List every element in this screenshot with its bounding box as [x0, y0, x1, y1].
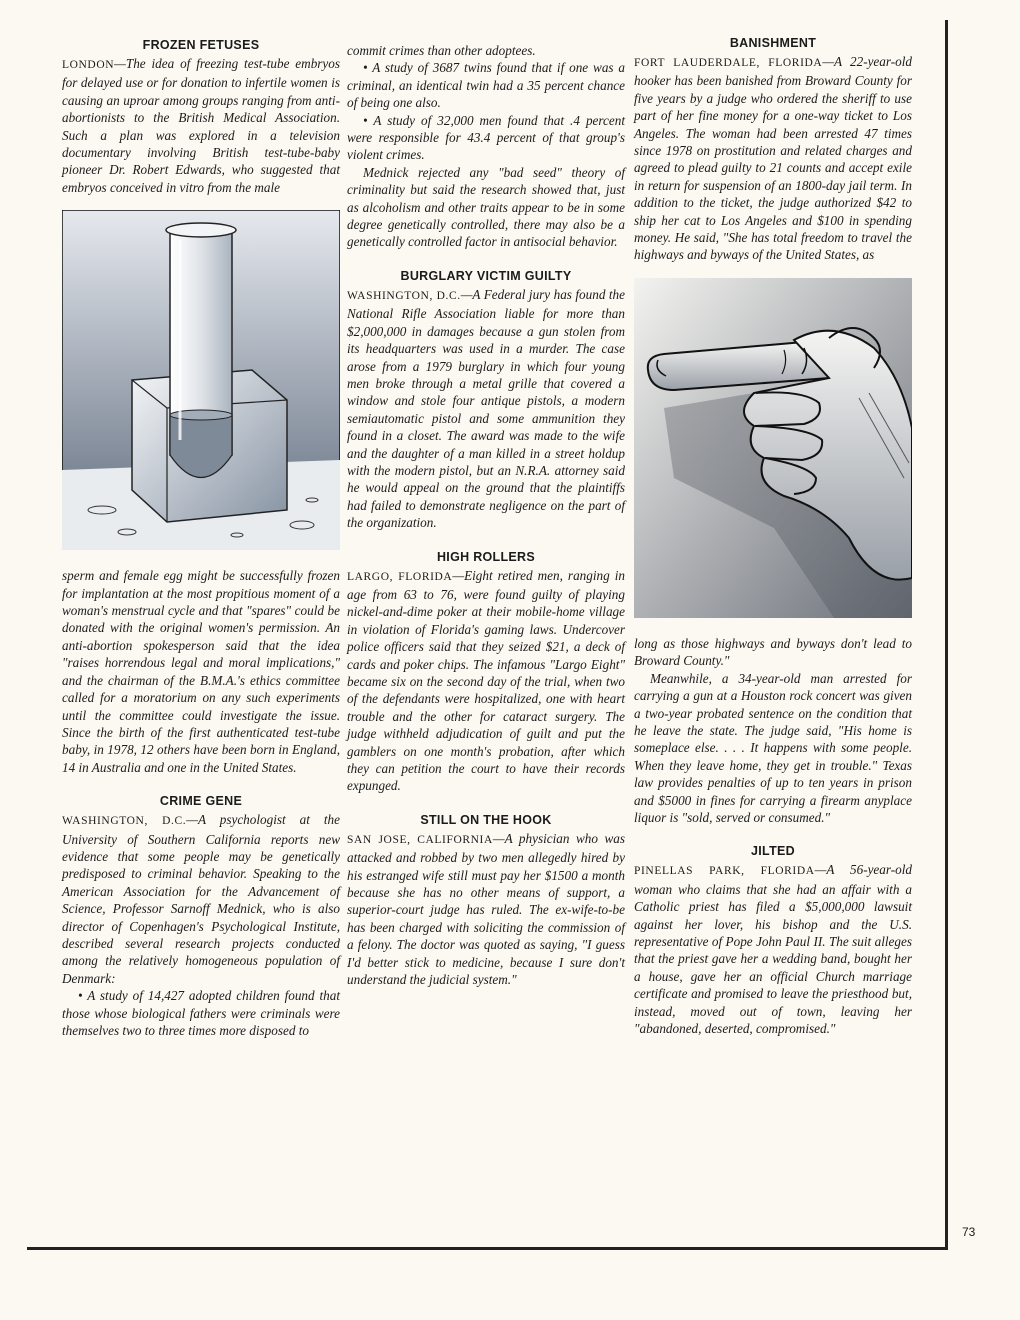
headline-high-rollers: HIGH ROLLERS	[436, 549, 536, 564]
dateline: LARGO, FLORIDA	[347, 570, 453, 583]
headline-burglary-victim-guilty: BURGLARY VICTIM GUILTY	[400, 268, 572, 283]
column-2	[347, 42, 625, 989]
article-crime-gene-p1: WASHINGTON, D.C.—A psychologist at the University of Southern California reports new evidence that some people may be genetically predisposed to criminal behavior. Speaking to the American Association for the Advancement of Science, Professor Sarnoff Mednick, who is also director of Copenhagen's Psychological Institute, described several research projects conducted among the relatively homogeneous population of Denmark:	[62, 812, 341, 986]
dateline: WASHINGTON, D.C.	[62, 815, 187, 828]
dateline: PINELLAS PARK, FLORIDA	[634, 865, 815, 878]
headline-jilted: JILTED	[751, 844, 795, 859]
article-high-rollers-p1: LARGO, FLORIDA—Eight retired men, ranging in age from 63 to 76, were found guilty of playing nickel-and-dime poker at their mobile-home village in violation of Florida's gaming laws. Undercover police officers said that they seized $21, a deck of cards and poker chips. The infamous "Largo Eight" became six on the second day of the trial, when two of the defendants were hospitalized, one with heart trouble and the other for cataract surgery. The judge withheld adjudication of guilt and put the gamblers on one month's probation, after which they can petition the court to have their records expunged.	[347, 567, 625, 794]
article-crime-gene-p5: Mednick rejected any "bad seed" theory of criminality but said the research showed that, just as alcoholism and other traits appear to be in some degree genetically controlled, there may also be a genetically controlled factor in antisocial behavior.	[347, 164, 625, 250]
article-banishment-p1-cont: long as those highways and byways don't lead to Broward County."	[634, 635, 912, 669]
article-crime-gene-p2: • A study of 14,427 adopted children found that those whose biological fathers were criminals were themselves two to three times more disposed to	[62, 988, 340, 1038]
article-crime-gene-p2-cont: commit crimes than other adoptees.	[347, 43, 536, 58]
headline-banishment: BANISHMENT	[729, 36, 817, 50]
test-tube-illustration	[62, 210, 340, 555]
dateline: LONDON	[62, 59, 115, 71]
article-crime-gene-p3: • A study of 3687 twins found that if one was a criminal, an identical twin had a 35 percent chance of being one also.	[347, 60, 625, 111]
article-banishment-p1: FORT LAUDERDALE, FLORIDA—A 22-year-old hooker has been banished from Broward County for five years by a judge who ordered the sheriff to use part of her fine money for a one-way ticket to Los Angeles. The woman had been arrested 47 times since 1978 on prostitution and related charges and agreed to plead guilty to 21 counts and accept exile in return for suspension of an 1800-day jail term. In addition to the ticket, the judge authorized $42 to ship her cat to Los Angeles and $100 in spending money. He said, "She has total freedom to travel the highways and byways of the United States, as	[634, 54, 912, 263]
column-1	[62, 38, 340, 1039]
headline-frozen-fetuses: FROZEN FETUSES	[142, 38, 260, 52]
pointing-hand-illustration	[634, 278, 912, 623]
page-number: 73	[962, 1225, 976, 1239]
article-still-on-hook-p1: SAN JOSE, CALIFORNIA—A physician who was attacked and robbed by two men allegedly hired by his estranged wife still must pay her $1500 a month because she has no other means of support, a superior-court judge has ruled. The ex-wife-to-be has been charged with soliciting the commission of a felony. The doctor was quoted as saying, "I guess I'd better stick to medicine, because I sure don't understand the judicial system."	[347, 830, 625, 988]
article-crime-gene-p4: • A study of 32,000 men found that .4 percent were responsible for 43.4 percent of that group's violent crimes.	[347, 112, 625, 163]
article-banishment-p2: Meanwhile, a 34-year-old man arrested for carrying a gun at a Houston rock concert was given a two-year probated sentence on the condition that he leave the state. The judge said, "His home is someplace else. . . . It happens with some people. When they leave home, they get in trouble." Texas law provides penalties of up to ten years in prison and $5000 in fines for carrying a firearm anyplace liquor is "sold, served or consumed."	[634, 670, 912, 825]
column-3	[634, 36, 912, 1037]
headline-still-on-the-hook: STILL ON THE HOOK	[420, 812, 552, 827]
dateline: FORT LAUDERDALE, FLORIDA	[634, 57, 823, 69]
dateline: SAN JOSE, CALIFORNIA	[347, 833, 493, 846]
article-jilted-p1: PINELLAS PARK, FLORIDA—A 56-year-old woman who claims that she had an affair with a Catholic priest has filed a $5,000,000 lawsuit against her lover, his bishop and the U.S. representative of Pope John Paul II. The suit alleges that the priest gave her a wedding band, bought her a house, gave her an official Church marriage certificate and promised to leave the priesthood but, instead, moved out of town, leaving her "abandoned, deserted, compromised."	[634, 862, 912, 1036]
headline-crime-gene: CRIME GENE	[159, 794, 243, 809]
article-frozen-fetuses-p1: LONDON—The idea of freezing test-tube embryos for delayed use or for donation to infertile women is causing an uproar among groups ranging from anti-abortionists to the British Medical Association. Such a plan was explored in a television documentary involving British test-tube-baby pioneer Dr. Robert Edwards, who suggested that embryos conceived in vitro from the male	[62, 56, 340, 195]
dateline: WASHINGTON, D.C.	[347, 289, 461, 302]
article-frozen-fetuses-p1-cont: sperm and female egg might be successfully frozen for implantation at the most propitious moment of a woman's menstrual cycle and that "spares" could be donated with the original women's permission. An anti-abortion spokesperson said that the idea "raises horrendous legal and moral implications," and the chairman of the B.M.A.'s ethics committee called for a moratorium on any such experiments until the committee could investigate the issue. Since the birth of the first authenticated test-tube baby, in 1978, 12 others have been born in England, 14 in Australia and one in the United States.	[62, 568, 340, 775]
article-burglary-p1: WASHINGTON, D.C.—A Federal jury has found the National Rifle Association liable for more than $2,000,000 in damages because a gun stolen from its headquarters was used in a murder. The case arose from a 1979 burglary in which four young men broke through a metal grille that covered a window and stole four antique pistols, a modern semiautomatic pistol and some ammunition they found in a closet. The award was made to the wife and the daughter of a man killed in a street holdup with the modern pistol, but an N.R.A. attorney said he would appeal on the ground that the plaintiffs had failed to demonstrate negligence on the part of the organization.	[347, 286, 625, 531]
